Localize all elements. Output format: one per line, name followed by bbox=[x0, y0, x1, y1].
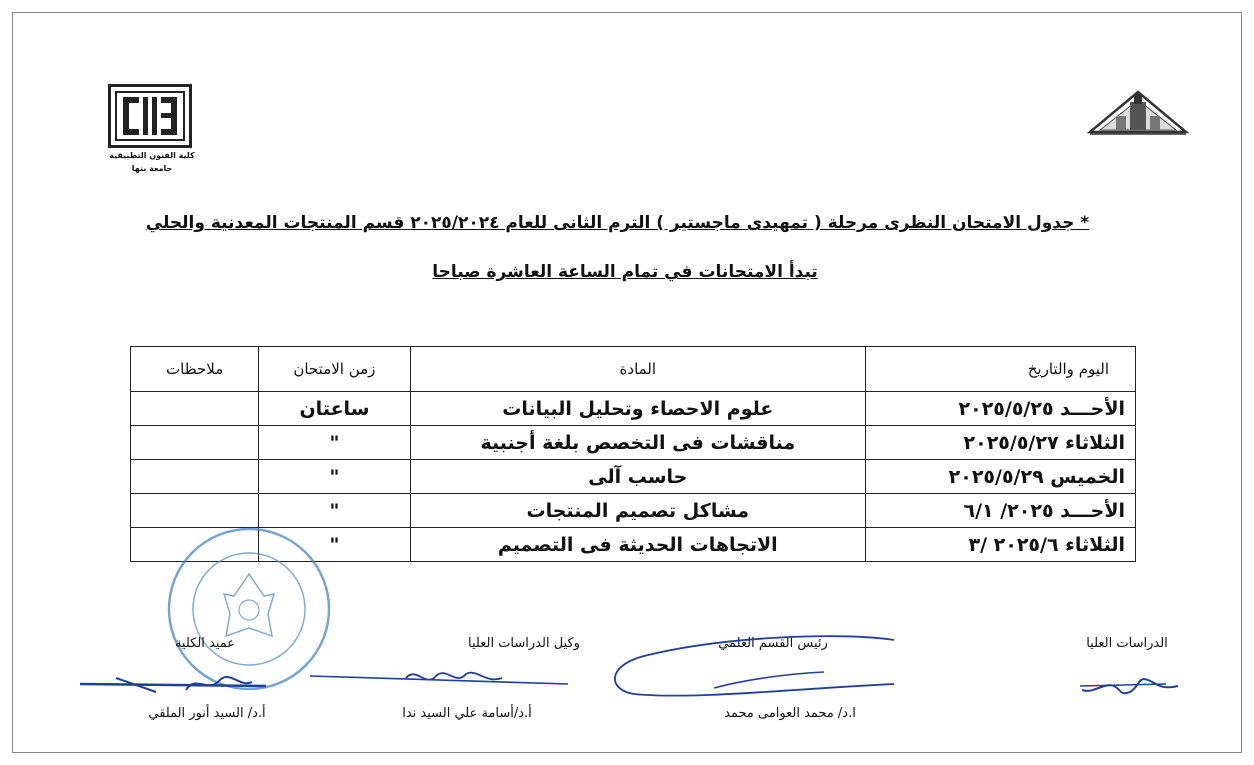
table-header-row bbox=[131, 347, 1136, 392]
page-title: * جدول الامتحان النظرى مرحلة ( تمهيدى ماجستير ) الترم الثانى للعام ٢٠٢٥/٢٠٢٤ قسم المنتجات المعدنية والحلي bbox=[145, 213, 1090, 233]
dept-head-name: ا.د/ محمد العوامى محمد bbox=[724, 706, 856, 721]
cell-day-date: الثلاثاء ٢٠٢٥/٦ /٣ bbox=[866, 528, 1136, 562]
college-logo bbox=[104, 84, 200, 174]
cell-exam-time: " bbox=[259, 528, 410, 562]
cell-day-date: الثلاثاء ٢٠٢٥/٥/٢٧ bbox=[866, 426, 1136, 460]
table-row bbox=[131, 460, 1136, 494]
dean-name: أ.د/ السيد أنور الملقي bbox=[148, 706, 266, 721]
signature-dean bbox=[150, 636, 260, 651]
cell-notes bbox=[131, 494, 259, 528]
dean-signature-scribble bbox=[76, 664, 276, 704]
cell-subject: الاتجاهات الحديثة فى التصميم bbox=[410, 528, 865, 562]
header-exam-time: زمن الامتحان bbox=[259, 347, 410, 392]
cell-exam-time: " bbox=[259, 494, 410, 528]
vice-dean-role: وكيل الدراسات العليا bbox=[468, 636, 580, 651]
header-notes: ملاحظات bbox=[131, 347, 259, 392]
table-row bbox=[131, 426, 1136, 460]
cell-exam-time: " bbox=[259, 426, 410, 460]
cell-subject: مناقشات فى التخصص بلغة أجنبية bbox=[410, 426, 865, 460]
table-row bbox=[131, 494, 1136, 528]
table-row bbox=[131, 392, 1136, 426]
dean-role: عميد الكلية bbox=[174, 636, 236, 651]
cell-day-date: الخميس ٢٠٢٥/٥/٢٩ bbox=[866, 460, 1136, 494]
dept-head-role: رئيس القسم العلمي bbox=[718, 636, 828, 651]
dept-head-signature-scribble bbox=[604, 628, 904, 708]
college-logo-university: جامعة بنها bbox=[131, 164, 173, 173]
college-logo-mark bbox=[108, 84, 192, 148]
grad-studies-signature-scribble bbox=[1074, 664, 1184, 704]
cell-subject: علوم الاحصاء وتحليل البيانات bbox=[410, 392, 865, 426]
cell-subject: مشاكل تصميم المنتجات bbox=[410, 494, 865, 528]
cell-day-date: الأحـــد ٢٠٢٥/٥/٢٥ bbox=[866, 392, 1136, 426]
cell-exam-time: " bbox=[259, 460, 410, 494]
header-subject: المادة bbox=[410, 347, 865, 392]
signature-vice-dean bbox=[444, 636, 604, 651]
header-day-date: اليوم والتاريخ bbox=[866, 347, 1136, 392]
cell-notes bbox=[131, 460, 259, 494]
vice-dean-signature-scribble bbox=[306, 658, 576, 698]
grad-studies-role: الدراسات العليا bbox=[1086, 636, 1168, 651]
cell-day-date: الأحـــد ٢٠٢٥/ ٦/١ bbox=[866, 494, 1136, 528]
college-logo-name: كلية الفنون التطبيقية bbox=[109, 151, 195, 160]
cell-notes bbox=[131, 392, 259, 426]
cell-subject: حاسب آلى bbox=[410, 460, 865, 494]
page-subtitle: تبدأ الامتحانات في تمام الساعة العاشرة صباحا bbox=[432, 262, 818, 282]
signature-grad-studies bbox=[1072, 636, 1182, 651]
vice-dean-name: أ.د/أسامة علي السيد ندا bbox=[402, 706, 532, 721]
university-logo bbox=[1086, 86, 1190, 138]
cell-exam-time: ساعتان bbox=[259, 392, 410, 426]
cell-notes bbox=[131, 426, 259, 460]
